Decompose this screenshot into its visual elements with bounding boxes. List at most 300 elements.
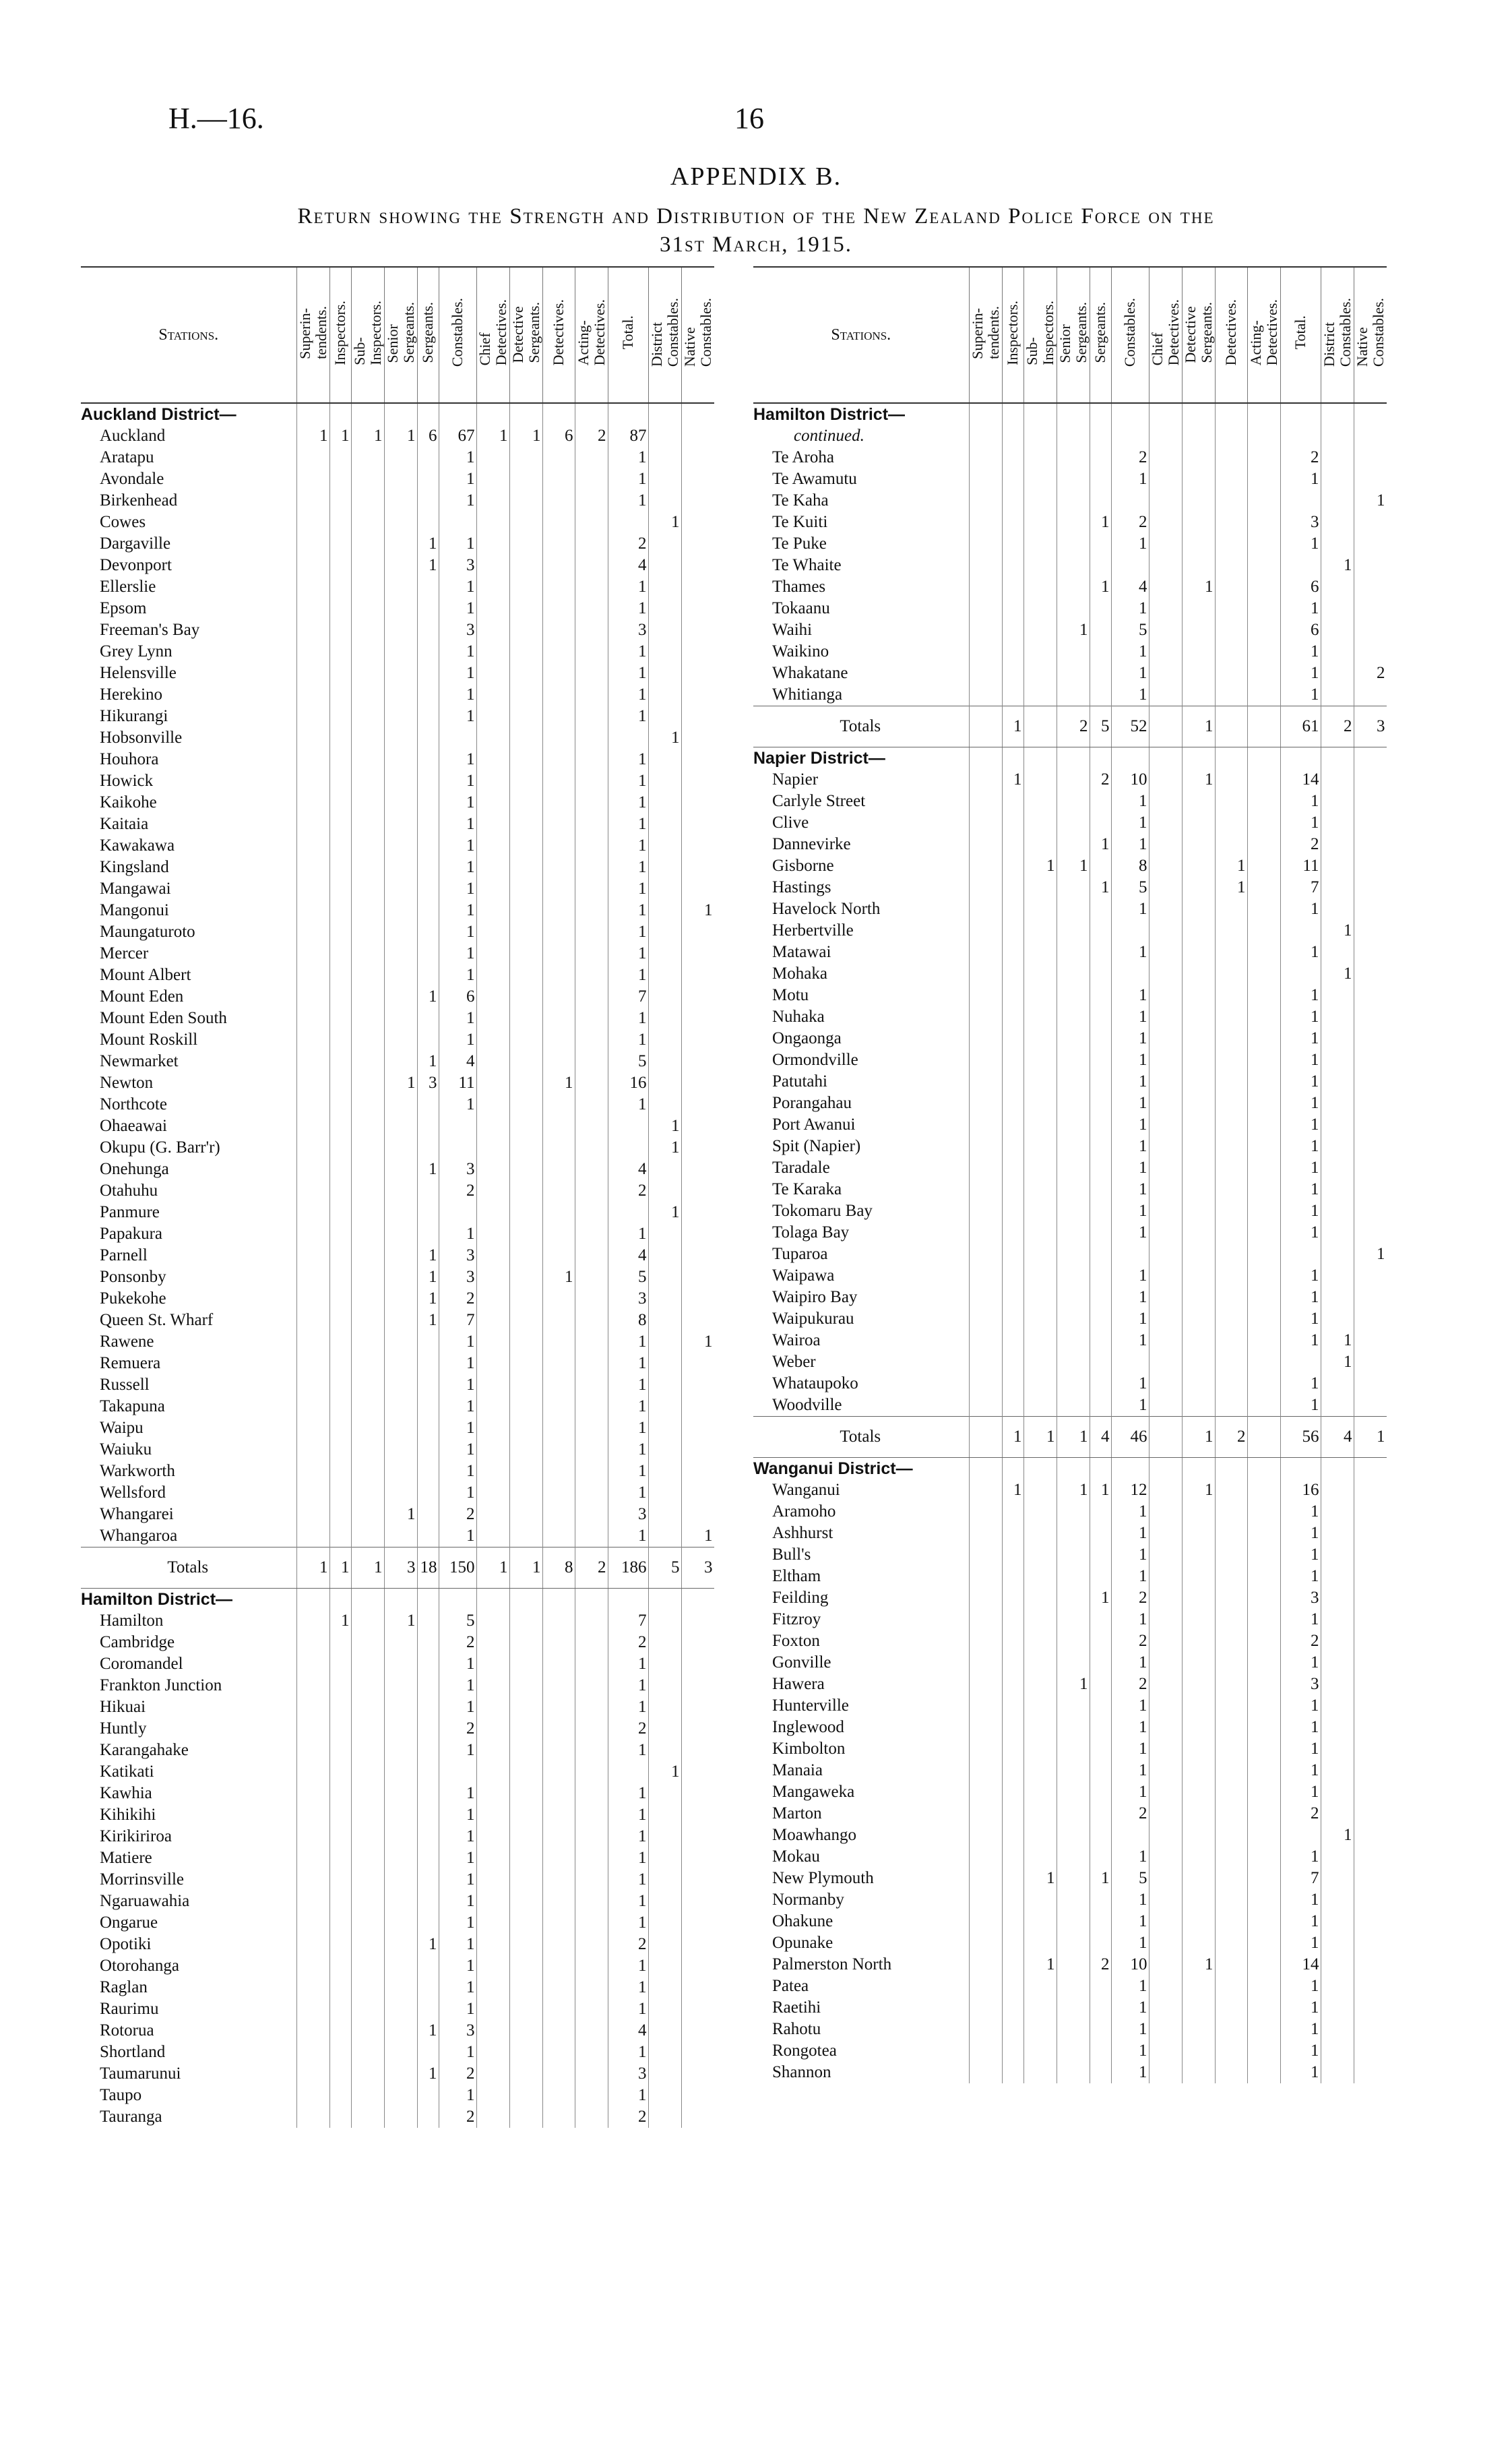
table-cell — [681, 1159, 714, 1180]
station-name: Clive — [772, 814, 809, 832]
table-cell — [1321, 1523, 1354, 1544]
table-row — [81, 1977, 714, 1998]
table-cell — [575, 555, 608, 576]
table-cell: 7 — [1280, 877, 1321, 898]
column-header-label: Native Constables. — [681, 298, 714, 367]
station-name: Raglan — [100, 1978, 148, 1996]
table-cell: 1 — [1280, 1695, 1321, 1717]
column-header-label: Superin- tendents. — [296, 306, 329, 359]
table-row — [81, 964, 714, 986]
station-name: Rongotea — [772, 2042, 837, 2060]
table-cell — [296, 2042, 329, 2063]
table-cell — [439, 1115, 476, 1137]
table-cell — [1149, 985, 1182, 1006]
table-cell — [681, 1869, 714, 1891]
table-cell — [681, 964, 714, 986]
table-row — [81, 2106, 714, 2128]
table-cell — [384, 1847, 417, 1869]
table-cell: 1 — [608, 1029, 648, 1051]
table-cell — [1149, 1738, 1182, 1760]
table-cell: 1 — [1280, 1330, 1321, 1351]
table-cell — [351, 490, 384, 512]
table-cell — [575, 1288, 608, 1310]
table-cell — [1182, 1244, 1215, 1265]
station-name: Rahotu — [772, 2020, 821, 2038]
station-name: Newton — [100, 1074, 154, 1092]
table-cell — [648, 1869, 681, 1891]
table-cell — [1002, 447, 1023, 468]
table-cell — [384, 2106, 417, 2128]
table-cell — [1149, 663, 1182, 684]
table-cell — [542, 2020, 575, 2042]
table-cell — [1354, 533, 1387, 555]
station-name: Waiuku — [100, 1440, 152, 1459]
table-cell: 1 — [1182, 1479, 1215, 1501]
table-row — [753, 512, 1387, 533]
table-cell — [542, 1783, 575, 1804]
table-cell — [681, 1696, 714, 1718]
right-header-row — [753, 267, 1387, 403]
station-name: Gonville — [772, 1653, 831, 1672]
table-cell — [296, 964, 329, 986]
table-cell — [1023, 898, 1057, 920]
table-cell — [296, 576, 329, 598]
station-name: Ponsonby — [100, 1268, 166, 1286]
right-strength-table — [753, 266, 1387, 2083]
table-cell — [1002, 1071, 1023, 1093]
table-cell — [1247, 855, 1280, 877]
table-cell — [509, 2085, 542, 2106]
table-cell: 3 — [1280, 1587, 1321, 1609]
table-row — [753, 877, 1387, 898]
station-name: Raetihi — [772, 1998, 821, 2017]
table-cell: 1 — [1280, 1523, 1321, 1544]
table-cell: 4 — [608, 1245, 648, 1266]
table-cell — [351, 1847, 384, 1869]
table-cell — [1280, 747, 1321, 770]
table-cell — [1215, 1330, 1247, 1351]
table-cell — [1023, 1479, 1057, 1501]
table-cell — [681, 1675, 714, 1696]
table-cell — [1215, 1695, 1247, 1717]
table-cell: 1 — [1280, 1265, 1321, 1287]
table-cell: 2 — [439, 1504, 476, 1525]
table-cell — [648, 1998, 681, 2020]
table-cell — [1149, 1566, 1182, 1587]
table-cell — [1321, 641, 1354, 663]
table-cell — [1215, 1200, 1247, 1222]
station-name: Ellerslie — [100, 578, 156, 596]
station-name: Opunake — [772, 1934, 833, 1952]
table-cell — [1354, 1760, 1387, 1781]
table-cell — [1023, 1932, 1057, 1954]
table-cell: 5 — [439, 1610, 476, 1632]
table-row — [81, 1029, 714, 1051]
table-cell — [351, 1310, 384, 1331]
table-cell — [1002, 533, 1023, 555]
table-cell — [1090, 1501, 1111, 1523]
table-cell — [575, 986, 608, 1008]
table-cell — [1247, 1781, 1280, 1803]
table-cell — [384, 814, 417, 835]
table-cell — [296, 1955, 329, 1977]
table-row — [753, 684, 1387, 706]
table-cell — [969, 1738, 1002, 1760]
table-cell — [1090, 598, 1111, 619]
table-cell — [1215, 1394, 1247, 1417]
table-cell — [1002, 920, 1023, 942]
table-cell — [969, 1652, 1002, 1674]
table-cell — [1149, 1157, 1182, 1179]
table-cell — [1057, 425, 1090, 447]
table-row — [81, 1934, 714, 1955]
table-cell — [329, 986, 351, 1008]
table-cell: 2 — [608, 1934, 648, 1955]
table-cell — [1354, 2062, 1387, 2083]
column-header — [476, 267, 509, 403]
table-cell — [1149, 855, 1182, 877]
table-cell — [384, 1869, 417, 1891]
table-cell — [1182, 663, 1215, 684]
table-cell — [1023, 1523, 1057, 1544]
table-cell — [542, 1094, 575, 1115]
table-cell — [509, 1353, 542, 1374]
table-cell — [1057, 877, 1090, 898]
table-cell — [476, 857, 509, 878]
table-cell — [1057, 447, 1090, 468]
table-cell — [1149, 1479, 1182, 1501]
table-cell — [1247, 1738, 1280, 1760]
table-cell: 1 — [417, 1159, 439, 1180]
table-cell — [509, 1008, 542, 1029]
table-cell — [1215, 1458, 1247, 1480]
table-cell — [1023, 684, 1057, 706]
table-cell — [542, 1051, 575, 1072]
table-cell — [296, 1912, 329, 1934]
table-row — [753, 1825, 1387, 1846]
table-cell: 1 — [351, 425, 384, 447]
table-cell — [476, 447, 509, 468]
table-cell — [575, 2106, 608, 2128]
table-cell — [542, 533, 575, 555]
table-cell — [329, 1482, 351, 1504]
station-name: Mangaweka — [772, 1783, 855, 1801]
table-cell — [542, 1589, 575, 1611]
table-cell — [417, 1589, 439, 1611]
table-cell — [681, 1288, 714, 1310]
table-row — [753, 1114, 1387, 1136]
table-cell — [417, 1353, 439, 1374]
table-cell — [509, 814, 542, 835]
table-cell: 1 — [417, 986, 439, 1008]
table-cell — [329, 1783, 351, 1804]
table-cell — [1354, 1093, 1387, 1114]
table-cell — [1002, 1674, 1023, 1695]
table-cell: 5 — [648, 1547, 681, 1589]
table-cell — [384, 2020, 417, 2042]
table-cell: 1 — [439, 447, 476, 468]
table-cell — [648, 943, 681, 964]
table-cell — [1354, 512, 1387, 533]
table-cell — [681, 1610, 714, 1632]
table-cell — [1354, 812, 1387, 834]
table-cell — [542, 1288, 575, 1310]
table-cell — [384, 792, 417, 814]
table-row — [753, 834, 1387, 855]
table-cell — [1354, 791, 1387, 812]
table-cell — [1182, 1587, 1215, 1609]
table-row — [81, 1804, 714, 1826]
table-cell — [1321, 1136, 1354, 1157]
station-name: Tuparoa — [772, 1245, 828, 1263]
table-cell — [969, 2062, 1002, 2083]
table-cell — [1182, 641, 1215, 663]
table-cell — [351, 1396, 384, 1417]
table-cell — [681, 1977, 714, 1998]
table-cell — [329, 619, 351, 641]
table-cell — [384, 1266, 417, 1288]
table-cell — [1149, 791, 1182, 812]
column-header — [608, 267, 648, 403]
table-cell — [351, 814, 384, 835]
table-cell — [542, 1202, 575, 1223]
table-cell — [1057, 1781, 1090, 1803]
table-cell — [969, 920, 1002, 942]
table-cell — [542, 814, 575, 835]
table-cell — [1149, 1351, 1182, 1373]
table-cell — [648, 1804, 681, 1826]
table-cell — [296, 1396, 329, 1417]
table-cell — [1090, 1287, 1111, 1308]
table-cell — [1090, 1803, 1111, 1825]
table-cell — [329, 468, 351, 490]
table-cell — [1182, 942, 1215, 963]
table-cell — [1247, 1846, 1280, 1868]
table-row — [81, 1137, 714, 1159]
table-cell: 5 — [1111, 877, 1149, 898]
table-cell: 1 — [1215, 877, 1247, 898]
table-cell — [681, 1891, 714, 1912]
table-cell: 1 — [1111, 1308, 1149, 1330]
table-row — [81, 641, 714, 663]
table-cell — [509, 1955, 542, 1977]
table-cell — [648, 1094, 681, 1115]
table-cell — [1215, 1287, 1247, 1308]
table-cell — [575, 2085, 608, 2106]
table-cell — [1182, 1738, 1215, 1760]
table-cell — [476, 619, 509, 641]
table-cell — [542, 1353, 575, 1374]
table-cell — [1023, 1458, 1057, 1480]
table-cell — [969, 555, 1002, 576]
table-cell: 1 — [439, 857, 476, 878]
table-cell — [648, 1482, 681, 1504]
table-cell — [1002, 1222, 1023, 1244]
table-cell: 1 — [608, 835, 648, 857]
table-cell — [648, 1934, 681, 1955]
table-cell — [417, 1374, 439, 1396]
table-cell — [681, 1653, 714, 1675]
table-cell — [681, 749, 714, 770]
table-cell — [1002, 1373, 1023, 1394]
table-cell: 1 — [1111, 2062, 1149, 2083]
table-cell — [329, 641, 351, 663]
table-cell — [417, 1331, 439, 1353]
table-cell — [1247, 598, 1280, 619]
table-cell — [329, 1912, 351, 1934]
table-cell — [1057, 641, 1090, 663]
table-cell — [575, 1696, 608, 1718]
table-row — [81, 1051, 714, 1072]
table-cell — [351, 1718, 384, 1740]
table-cell — [329, 2085, 351, 2106]
table-cell — [681, 2020, 714, 2042]
left-strength-table — [81, 266, 714, 2128]
table-cell — [1247, 1695, 1280, 1717]
table-cell — [1057, 1868, 1090, 1889]
table-cell — [648, 749, 681, 770]
column-header-label: Total. — [619, 315, 636, 350]
table-cell — [648, 1331, 681, 1353]
table-cell — [542, 576, 575, 598]
table-cell — [351, 1783, 384, 1804]
table-cell — [1090, 1825, 1111, 1846]
table-row — [81, 921, 714, 943]
table-cell — [1280, 1458, 1321, 1480]
table-row — [753, 855, 1387, 877]
table-cell — [1149, 1501, 1182, 1523]
table-cell: 1 — [439, 1998, 476, 2020]
station-name: Manaia — [772, 1761, 823, 1779]
table-cell — [648, 2020, 681, 2042]
table-cell — [296, 1137, 329, 1159]
table-cell — [1002, 2019, 1023, 2040]
table-cell — [384, 1783, 417, 1804]
table-cell — [351, 1998, 384, 2020]
table-cell — [417, 2042, 439, 2063]
table-cell — [509, 921, 542, 943]
table-cell — [417, 447, 439, 468]
table-cell — [509, 684, 542, 706]
station-name: Woodville — [772, 1396, 842, 1414]
table-cell — [417, 576, 439, 598]
table-cell — [1002, 1695, 1023, 1717]
table-cell: 1 — [1090, 877, 1111, 898]
table-cell — [296, 1072, 329, 1094]
station-name: Spit (Napier) — [772, 1137, 861, 1155]
station-name: Kawhia — [100, 1784, 152, 1802]
table-cell: 1 — [608, 1912, 648, 1934]
table-cell — [542, 1137, 575, 1159]
table-cell — [969, 812, 1002, 834]
table-cell: 1 — [1111, 1394, 1149, 1417]
table-cell — [1090, 747, 1111, 770]
table-cell — [476, 468, 509, 490]
table-cell: 1 — [439, 1331, 476, 1353]
table-cell — [648, 857, 681, 878]
table-cell — [296, 1159, 329, 1180]
table-cell — [351, 1353, 384, 1374]
table-cell: 1 — [351, 1547, 384, 1589]
table-cell — [476, 1331, 509, 1353]
table-cell — [575, 835, 608, 857]
table-cell: 18 — [417, 1547, 439, 1589]
table-cell — [351, 1504, 384, 1525]
table-cell — [575, 1029, 608, 1051]
table-cell: 1 — [1111, 598, 1149, 619]
table-cell — [575, 1718, 608, 1740]
station-name: Dargaville — [100, 534, 171, 553]
table-cell: 2 — [1111, 1630, 1149, 1652]
table-cell: 1 — [1280, 1222, 1321, 1244]
table-cell — [1057, 1997, 1090, 2019]
table-cell: 3 — [384, 1547, 417, 1589]
table-cell — [1321, 812, 1354, 834]
table-cell — [1182, 1501, 1215, 1523]
table-cell: 1 — [1111, 1049, 1149, 1071]
station-name: Wanganui — [772, 1481, 840, 1499]
table-cell — [1090, 1114, 1111, 1136]
table-cell — [476, 1847, 509, 1869]
table-cell: 1 — [1057, 619, 1090, 641]
table-cell: 1 — [608, 1804, 648, 1826]
table-cell — [681, 1439, 714, 1461]
table-cell — [1090, 1157, 1111, 1179]
column-header — [417, 267, 439, 403]
table-cell — [384, 1826, 417, 1847]
table-cell — [296, 490, 329, 512]
table-cell — [1321, 1695, 1354, 1717]
table-row — [753, 1954, 1387, 1975]
table-cell — [384, 684, 417, 706]
table-cell — [417, 1439, 439, 1461]
table-cell — [1215, 1479, 1247, 1501]
table-cell — [1023, 1006, 1057, 1028]
table-cell — [575, 1912, 608, 1934]
table-row — [81, 1998, 714, 2020]
table-cell — [1215, 1846, 1247, 1868]
table-cell — [969, 1373, 1002, 1394]
table-cell — [542, 943, 575, 964]
table-cell: 6 — [542, 425, 575, 447]
table-cell: 1 — [439, 533, 476, 555]
table-cell — [542, 835, 575, 857]
table-cell — [1090, 1738, 1111, 1760]
table-row — [753, 468, 1387, 490]
table-cell — [1354, 1975, 1387, 1997]
table-cell — [1057, 1093, 1090, 1114]
table-cell — [1023, 985, 1057, 1006]
table-cell — [681, 425, 714, 447]
table-cell — [329, 1417, 351, 1439]
table-cell — [1002, 1825, 1023, 1846]
table-cell — [384, 1696, 417, 1718]
table-cell — [1090, 1394, 1111, 1417]
station-name: Remuera — [100, 1354, 161, 1372]
table-cell — [1090, 1674, 1111, 1695]
table-cell — [384, 1180, 417, 1202]
table-cell: 1 — [439, 2042, 476, 2063]
table-cell — [648, 814, 681, 835]
table-cell: 1 — [1002, 1417, 1023, 1458]
table-cell — [542, 1977, 575, 1998]
station-name: Ongarue — [100, 1913, 158, 1932]
table-cell — [1247, 1954, 1280, 1975]
table-cell: 1 — [648, 1202, 681, 1223]
table-cell — [1247, 1911, 1280, 1932]
table-cell — [1057, 1846, 1090, 1868]
totals-label: Totals — [81, 1547, 296, 1589]
